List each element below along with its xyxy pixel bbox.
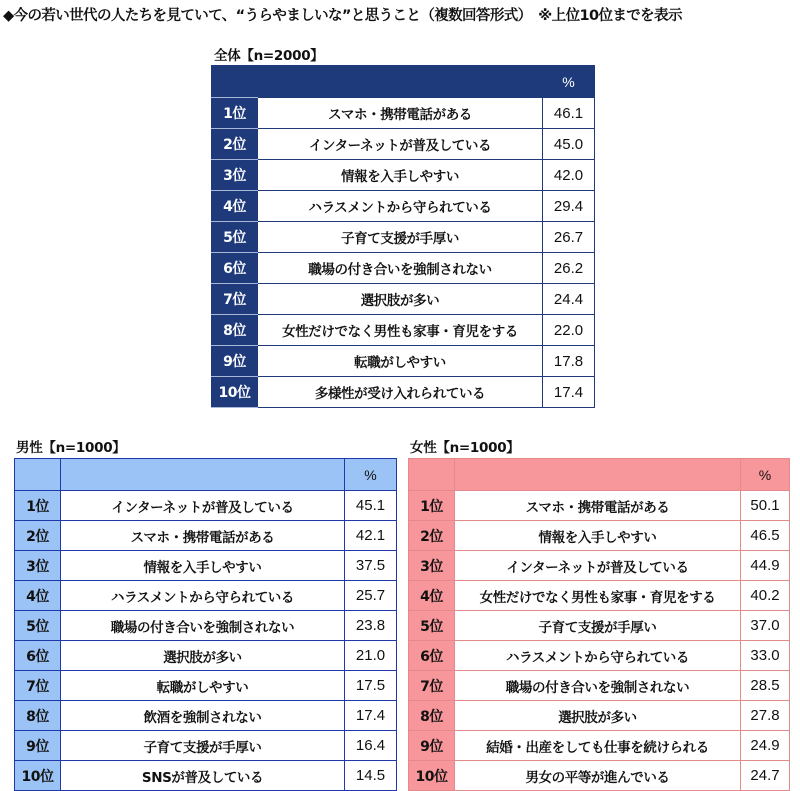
item-cell: 職場の付き合いを強制されない	[61, 611, 345, 641]
table-row	[409, 521, 790, 551]
item-cell: 子育て支援が手厚い	[455, 611, 741, 641]
rank-cell: 2位	[15, 521, 61, 551]
table-row	[15, 521, 397, 551]
item-cell: スマホ・携帯電話がある	[455, 491, 741, 521]
rank-cell: 5位	[212, 222, 258, 253]
rank-cell: 2位	[212, 129, 258, 160]
item-cell: スマホ・携帯電話がある	[258, 98, 543, 129]
rank-cell: 1位	[15, 491, 61, 521]
percent-cell: 27.8	[741, 701, 790, 731]
table-row	[15, 761, 397, 791]
item-cell: 結婚・出産をしても仕事を続けられる	[455, 731, 741, 761]
table-row	[15, 611, 397, 641]
table-row	[409, 731, 790, 761]
percent-cell: 37.5	[345, 551, 397, 581]
rank-cell: 7位	[15, 671, 61, 701]
rank-cell: 9位	[409, 731, 455, 761]
percent-cell: 40.2	[741, 581, 790, 611]
percent-cell: 26.2	[543, 253, 595, 284]
percent-cell: 17.5	[345, 671, 397, 701]
overall-label: 全体【n=2000】	[214, 48, 324, 64]
item-cell: 情報を入手しやすい	[455, 521, 741, 551]
percent-cell: 22.0	[543, 315, 595, 346]
percent-cell: 50.1	[741, 491, 790, 521]
table-row	[212, 160, 595, 191]
percent-cell: 28.5	[741, 671, 790, 701]
rank-header-cell	[15, 459, 61, 491]
table-row	[409, 491, 790, 521]
table-row	[15, 581, 397, 611]
rank-cell: 10位	[409, 761, 455, 791]
table-row	[15, 671, 397, 701]
item-cell: SNSが普及している	[61, 761, 345, 791]
rank-cell: 7位	[212, 284, 258, 315]
rank-cell: 4位	[212, 191, 258, 222]
item-cell: 転職がしやすい	[61, 671, 345, 701]
item-cell: 転職がしやすい	[258, 346, 543, 377]
item-cell: インターネットが普及している	[455, 551, 741, 581]
item-cell: 子育て支援が手厚い	[258, 222, 543, 253]
male-label: 男性【n=1000】	[16, 440, 126, 456]
item-cell: インターネットが普及している	[61, 491, 345, 521]
rank-cell: 1位	[212, 98, 258, 129]
percent-cell: 14.5	[345, 761, 397, 791]
percent-cell: 21.0	[345, 641, 397, 671]
item-cell: 情報を入手しやすい	[61, 551, 345, 581]
table-header-row	[212, 66, 595, 98]
item-cell: 情報を入手しやすい	[258, 160, 543, 191]
percent-cell: 42.0	[543, 160, 595, 191]
table-row	[212, 222, 595, 253]
rank-cell: 3位	[409, 551, 455, 581]
rank-cell: 6位	[15, 641, 61, 671]
rank-cell: 4位	[409, 581, 455, 611]
percent-header-cell: %	[741, 459, 790, 491]
overall-ranking-table	[211, 65, 595, 408]
item-cell: ハラスメントから守られている	[455, 641, 741, 671]
rank-cell: 10位	[15, 761, 61, 791]
table-row	[212, 284, 595, 315]
female-ranking-table	[408, 458, 790, 791]
item-header-cell	[455, 459, 741, 491]
item-cell: 選択肢が多い	[258, 284, 543, 315]
item-header-cell	[258, 66, 543, 98]
rank-cell: 7位	[409, 671, 455, 701]
item-cell: ハラスメントから守られている	[61, 581, 345, 611]
table-header-row	[409, 459, 790, 491]
percent-cell: 25.7	[345, 581, 397, 611]
item-cell: 選択肢が多い	[61, 641, 345, 671]
table-row	[409, 671, 790, 701]
table-row	[212, 191, 595, 222]
rank-cell: 6位	[212, 253, 258, 284]
table-row	[409, 551, 790, 581]
rank-cell: 9位	[212, 346, 258, 377]
percent-cell: 17.4	[345, 701, 397, 731]
table-row	[15, 491, 397, 521]
item-cell: ハラスメントから守られている	[258, 191, 543, 222]
item-cell: 職場の付き合いを強制されない	[258, 253, 543, 284]
table-row	[212, 315, 595, 346]
table-row	[409, 701, 790, 731]
table-row	[212, 377, 595, 408]
rank-cell: 5位	[15, 611, 61, 641]
table-row	[409, 581, 790, 611]
rank-cell: 5位	[409, 611, 455, 641]
table-row	[15, 641, 397, 671]
rank-cell: 6位	[409, 641, 455, 671]
rank-cell: 8位	[15, 701, 61, 731]
item-cell: 多様性が受け入れられている	[258, 377, 543, 408]
percent-cell: 44.9	[741, 551, 790, 581]
percent-cell: 23.8	[345, 611, 397, 641]
percent-cell: 46.5	[741, 521, 790, 551]
item-cell: スマホ・携帯電話がある	[61, 521, 345, 551]
percent-cell: 16.4	[345, 731, 397, 761]
item-cell: 女性だけでなく男性も家事・育児をする	[258, 315, 543, 346]
item-cell: 女性だけでなく男性も家事・育児をする	[455, 581, 741, 611]
percent-cell: 45.1	[345, 491, 397, 521]
table-row	[212, 253, 595, 284]
rank-cell: 4位	[15, 581, 61, 611]
rank-cell: 2位	[409, 521, 455, 551]
table-header-row	[15, 459, 397, 491]
percent-cell: 24.7	[741, 761, 790, 791]
item-cell: 男女の平等が進んでいる	[455, 761, 741, 791]
rank-header-cell	[409, 459, 455, 491]
rank-cell: 9位	[15, 731, 61, 761]
table-row	[212, 129, 595, 160]
percent-cell: 42.1	[345, 521, 397, 551]
percent-cell: 29.4	[543, 191, 595, 222]
rank-cell: 1位	[409, 491, 455, 521]
rank-cell: 10位	[212, 377, 258, 408]
female-label: 女性【n=1000】	[410, 440, 520, 456]
percent-cell: 37.0	[741, 611, 790, 641]
rank-cell: 8位	[409, 701, 455, 731]
rank-cell: 8位	[212, 315, 258, 346]
item-cell: 職場の付き合いを強制されない	[455, 671, 741, 701]
table-row	[15, 551, 397, 581]
percent-cell: 45.0	[543, 129, 595, 160]
table-row	[15, 731, 397, 761]
percent-header-cell: %	[345, 459, 397, 491]
table-row	[409, 761, 790, 791]
percent-cell: 24.4	[543, 284, 595, 315]
item-cell: 子育て支援が手厚い	[61, 731, 345, 761]
rank-header-cell	[212, 66, 258, 98]
percent-cell: 17.8	[543, 346, 595, 377]
table-row	[409, 641, 790, 671]
table-row	[212, 346, 595, 377]
table-row	[15, 701, 397, 731]
page-title: ◆今の若い世代の人たちを見ていて、“うらやましいな”と思うこと（複数回答形式） ※上位10位までを表示	[3, 8, 682, 24]
item-cell: 選択肢が多い	[455, 701, 741, 731]
item-cell: インターネットが普及している	[258, 129, 543, 160]
male-ranking-table	[14, 458, 397, 791]
item-header-cell	[61, 459, 345, 491]
percent-cell: 17.4	[543, 377, 595, 408]
percent-cell: 24.9	[741, 731, 790, 761]
percent-cell: 46.1	[543, 98, 595, 129]
rank-cell: 3位	[15, 551, 61, 581]
percent-header-cell: %	[543, 66, 595, 98]
percent-cell: 33.0	[741, 641, 790, 671]
item-cell: 飲酒を強制されない	[61, 701, 345, 731]
table-row	[409, 611, 790, 641]
table-row	[212, 98, 595, 129]
rank-cell: 3位	[212, 160, 258, 191]
percent-cell: 26.7	[543, 222, 595, 253]
